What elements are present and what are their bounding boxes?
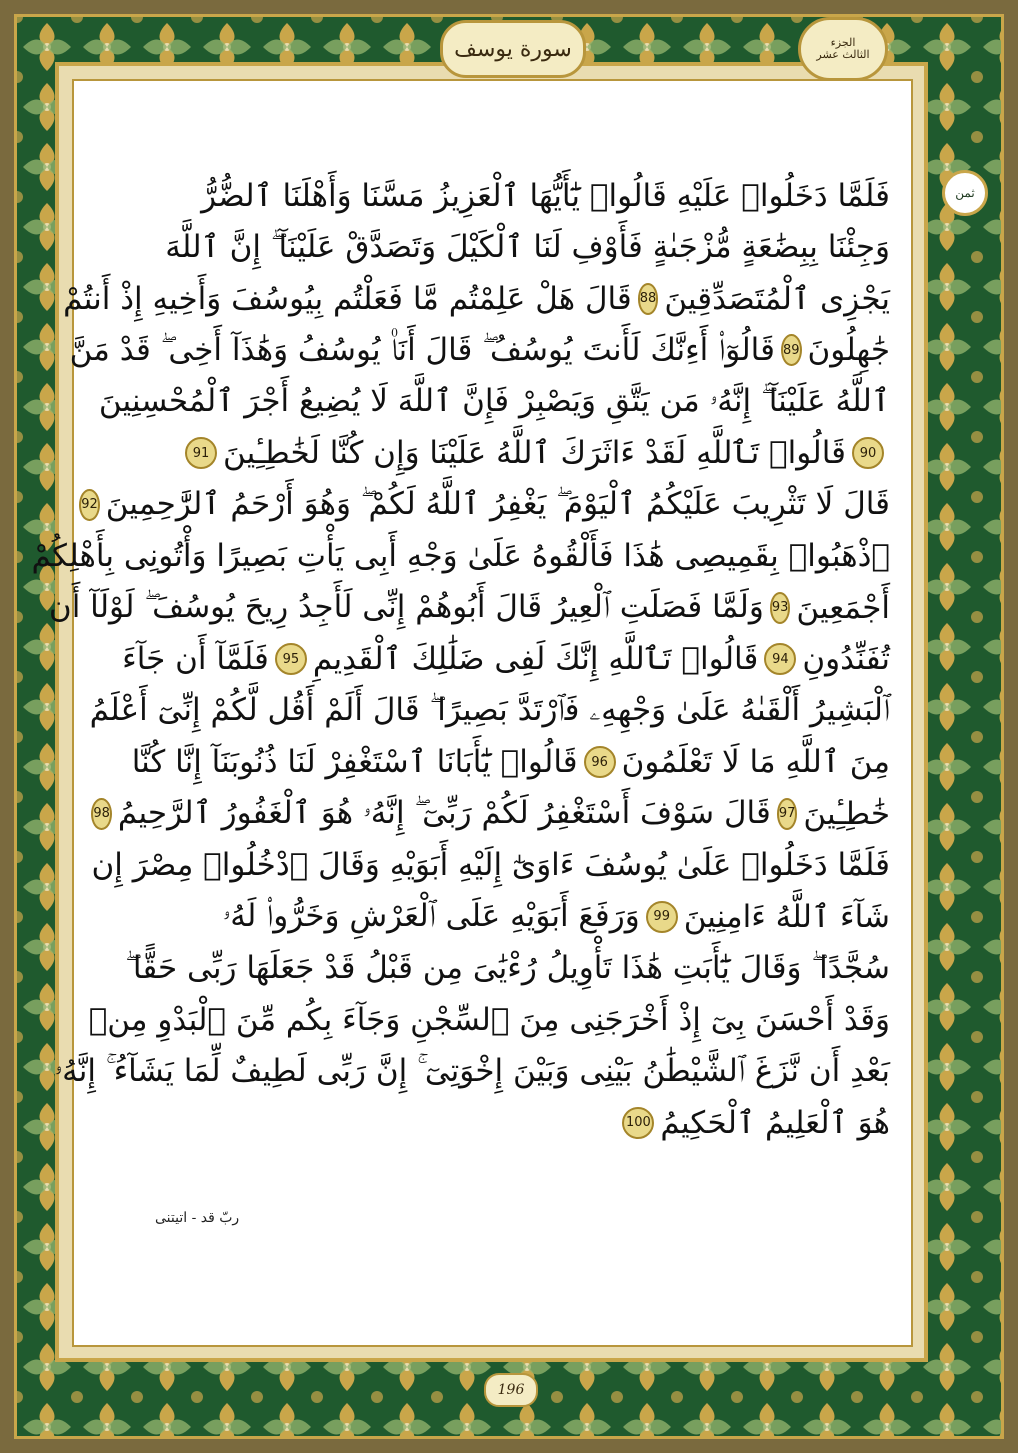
verse-line [91,840,890,892]
ayah-number-marker: 95 [275,643,307,675]
verse-text: سُجَّدًا ۖ وَقَالَ يَٰٓأَبَتِ هَٰذَا تَأْوِيلُ رُءْيَٰىَ مِن قَبْلُ قَدْ جَعَلَهَا رَبِّى حَقًّا ۖ [125,949,890,986]
verse-text: وَرَفَعَ أَبَوَيْهِ عَلَى ٱلْعَرْشِ وَخَرُّوا۟ لَهُۥ [222,898,640,935]
surah-title: سورة يوسف [454,36,572,62]
verse-text: شَآءَ ٱللَّهُ ءَامِنِينَ [683,898,890,935]
verse-line [69,325,890,377]
verse-line [98,376,890,428]
ayah-number-marker: 100 [622,1107,654,1139]
verse-line [31,531,890,583]
verse-text: وَجِئْنَا بِبِضَٰعَةٍ مُّزْجَىٰةٍ فَأَوْفِ لَنَا ٱلْكَيْلَ وَتَصَدَّقْ عَلَيْنَآ ۖ إِنَّ ٱللَّهَ [165,228,890,265]
verse-text: ٱذْهَبُوا۟ بِقَمِيصِى هَٰذَا فَأَلْقُوهُ عَلَىٰ وَجْهِ أَبِى يَأْتِ بَصِيرًا وَأْتُونِى بِأَهْلِكُمْ [31,538,890,575]
verse-text: وَقَدْ أَحْسَنَ بِىٓ إِذْ أَخْرَجَنِى مِنَ ٱلسِّجْنِ وَجَآءَ بِكُم مِّنَ ٱلْبَدْوِ مِنۢ [88,1001,890,1038]
verse-text: قَالَ لَا تَثْرِيبَ عَلَيْكُمُ ٱلْيَوْمَ ۖ يَغْفِرُ ٱللَّهُ لَكُمْ ۖ وَهُوَ أَرْحَمُ ٱلرَّٰحِمِينَ [105,486,890,523]
ayah-number-marker: 96 [584,746,616,778]
ayah-number-marker: 98 [91,798,112,830]
verse-line [88,994,890,1046]
ayah-number-marker: 91 [185,437,217,469]
verse-text: جَٰهِلُونَ [807,332,890,369]
ayah-number-marker: 88 [638,283,659,315]
verse-line [110,891,890,943]
verse-line [110,1097,890,1149]
verse-text: أَجْمَعِينَ [796,589,890,626]
verse-line [81,479,890,531]
juz-label: الجزء [830,36,856,49]
verse-line [110,943,890,995]
verse-text: يَجْزِى ٱلْمُتَصَدِّقِينَ [664,280,890,317]
ayah-number-marker: 89 [781,334,802,366]
verse-line [63,273,890,325]
page-number: 196 [497,1382,525,1398]
verse-line [89,685,890,737]
verse-text: فَلَمَّا دَخَلُوا۟ عَلَيْهِ قَالُوا۟ يَٰٓأَيُّهَا ٱلْعَزِيزُ مَسَّنَا وَأَهْلَنَا ٱلضُّرُّ [201,177,890,214]
verse-line [110,170,890,222]
verse-line [110,737,890,789]
verse-text: قَالُوا۟ تَٱللَّهِ لَقَدْ ءَاثَرَكَ ٱللَّهُ عَلَيْنَا وَإِن كُنَّا لَخَٰطِـِٔينَ [223,435,846,472]
footer-note: ربّ قد - اتيتنى [155,1210,240,1226]
verse-line [54,1046,890,1098]
ayah-number-marker: 99 [646,901,678,933]
verse-text: مِنَ ٱللَّهِ مَا لَا تَعْلَمُونَ [621,744,890,781]
verse-text: خَٰطِـِٔينَ [803,795,890,832]
ayah-number-marker: 94 [764,643,796,675]
verse-text: ٱلْبَشِيرُ أَلْقَىٰهُ عَلَىٰ وَجْهِهِۦ فَٱرْتَدَّ بَصِيرًا ۖ قَالَ أَلَمْ أَقُل لَّكُمْ إِنِّىٓ أَعْلَمُ [89,692,890,729]
verse-text: فَلَمَّآ أَن جَآءَ [122,641,269,678]
verse-text: بَعْدِ أَن نَّزَغَ ٱلشَّيْطَٰنُ بَيْنِى وَبَيْنَ إِخْوَتِىٓ ۚ إِنَّ رَبِّى لَطِيفٌ لِّمَا يَشَآءُ ۚ إِنَّهُۥ [54,1052,890,1089]
ayah-number-marker: 92 [79,489,100,521]
ayah-number-marker: 97 [777,798,798,830]
ayah-number-marker: 93 [770,592,791,624]
juz-number: الثالث عشر [816,48,870,61]
hizb-marker [942,170,988,216]
verse-text: تُفَنِّدُونِ [802,641,890,678]
quran-text-lines [31,170,890,1149]
verse-line [110,428,890,480]
page-number-cartouche [484,1373,538,1407]
verse-line [110,222,890,274]
verse-text: فَلَمَّا دَخَلُوا۟ عَلَىٰ يُوسُفَ ءَاوَىٰٓ إِلَيْهِ أَبَوَيْهِ وَقَالَ ٱدْخُلُوا۟ مِصْرَ إِن [91,847,890,884]
verse-text: هُوَ ٱلْعَلِيمُ ٱلْحَكِيمُ [660,1104,890,1141]
verse-text: ٱللَّهُ عَلَيْنَآ ۖ إِنَّهُۥ مَن يَتَّقِ وَيَصْبِرْ فَإِنَّ ٱللَّهَ لَا يُضِيعُ أَجْرَ ٱلْمُحْسِنِينَ [98,383,890,420]
surah-title-cartouche [440,20,586,78]
verse-text: قَالَ هَلْ عَلِمْتُم مَّا فَعَلْتُم بِيُوسُفَ وَأَخِيهِ إِذْ أَنتُمْ [63,280,632,317]
verse-text: قَالُوٓا۟ أَءِنَّكَ لَأَنتَ يُوسُفُ ۖ قَالَ أَنَا۠ يُوسُفُ وَهَٰذَآ أَخِى ۖ قَدْ مَنَّ [69,331,775,368]
hizb-marker-label: ثمن [955,186,975,200]
verse-line [48,582,890,634]
ayah-number-marker: 90 [852,437,884,469]
verse-text: قَالُوا۟ يَٰٓأَبَانَا ٱسْتَغْفِرْ لَنَا ذُنُوبَنَآ إِنَّا كُنَّا [131,744,578,781]
verse-text: قَالُوا۟ تَٱللَّهِ إِنَّكَ لَفِى ضَلَٰلِكَ ٱلْقَدِيمِ [312,641,759,678]
verse-line [93,788,890,840]
juz-cartouche [798,17,888,81]
verse-text: قَالَ سَوْفَ أَسْتَغْفِرُ لَكُمْ رَبِّىٓ ۖ إِنَّهُۥ هُوَ ٱلْغَفُورُ ٱلرَّحِيمُ [117,795,771,832]
verse-text: وَلَمَّا فَصَلَتِ ٱلْعِيرُ قَالَ أَبُوهُمْ إِنِّى لَأَجِدُ رِيحَ يُوسُفَ ۖ لَوْلَآ أَن [48,589,764,626]
verse-line [110,634,890,686]
